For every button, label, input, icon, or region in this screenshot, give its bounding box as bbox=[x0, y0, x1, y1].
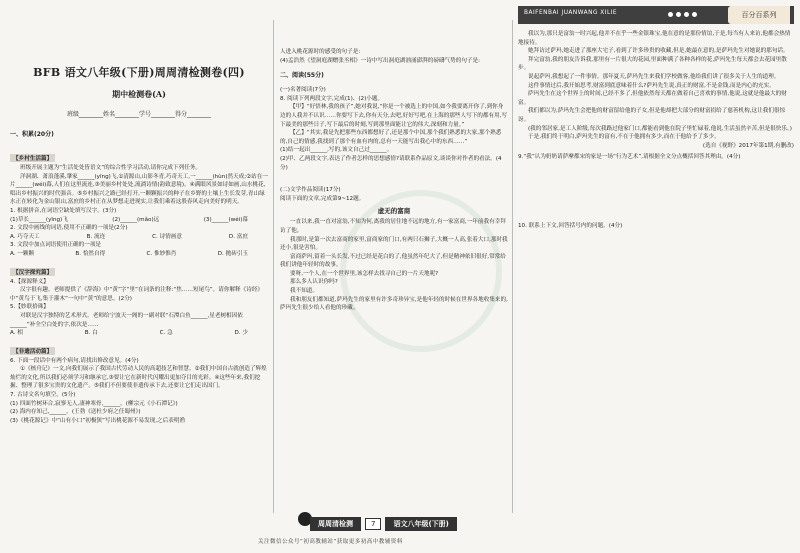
question-2: 2. 文段中画线的词语,使用不正确的一项是(2分) bbox=[10, 225, 128, 232]
question-3: 3. 文段中加点词语使用正确的一项是 bbox=[10, 242, 102, 249]
article-paragraph: 要呀,一个人,在一个世界里,该怎样去找寻自己的一片天地呢? bbox=[290, 270, 439, 277]
footer-label: 周周清检测 bbox=[310, 517, 361, 531]
option: A. 一颗颗 bbox=[10, 250, 35, 257]
article-paragraph: 我不知道。 bbox=[290, 288, 318, 295]
question-6-text: ①《核舟记》一文,向我们展示了我国古代劳动人民的高超技艺和智慧。②我们中国自古就创造了辉煌灿烂的文化,所以我们必须学习和继承它,③要让它在新时代闪耀出更加夺目的光彩。④这些年来,我们挖掘、整理了很多宝贵的文化遗产。⑤我们不但要使非遗传承下去,还要让它们走出国门。 bbox=[10, 366, 267, 390]
question-5-options bbox=[10, 329, 268, 338]
passage-text: 洋洞湖、萧浪蓬溪,肇家______(yīng)飞,①清源山,山影冬青,巧奇天工,一______(hùn)然天成;②站在一片______(wéi)幕,人们在这里流连,③美丽乡村处处,流淌诗情(韵致意境)。④满眼风景如诗如画,山水桃花,唱出乡村振兴的时代强音。⑤乡村振兴之路已经打开,一颗颗振兴的种子在乡野的土壤上生长发芽,青山绿水正在转化为金山银山,富庶的乡村正在从梦想走进现实,让我们乘着这股春风走向美好的明天。 bbox=[10, 173, 268, 206]
student-info-line: 班级________姓名________学号________得分________ bbox=[66, 111, 211, 118]
question-4: 4.【探源释义】 bbox=[10, 278, 49, 285]
article-paragraph: 一直以来,我一直对富翁,不知为何,离我的居住地不远的地方,有一家富商,一年前我有幸拜访了他。 bbox=[280, 219, 506, 234]
option: A. 巧夺天工 bbox=[10, 233, 40, 240]
question-3-options bbox=[10, 250, 268, 259]
option: D. 抛砖引玉 bbox=[217, 250, 248, 257]
question-6: 6. 下面一段话中有两个病句,请找出修改意见。(4分) bbox=[10, 357, 139, 364]
article-title: 虚无的富商 bbox=[377, 207, 411, 216]
option: B. 恰然自得 bbox=[75, 250, 106, 257]
question-7-item: (2) 海内存知己,______。(王勃《送杜少府之任蜀州》) bbox=[10, 409, 141, 416]
option: A. 相 bbox=[10, 330, 23, 337]
subsection-heading: (一)名著阅读(7分) bbox=[280, 87, 326, 94]
section-heading: 一、积累(20分) bbox=[10, 131, 54, 138]
section-tag: 【汉字探究篇】 bbox=[10, 268, 55, 276]
question-5-text: 对联是汉字独特的艺术形式。老师给宁波天一阁的一副对联“石潭白鱼______,星老树相因依______”补全空白处的字,依次是…… bbox=[10, 312, 243, 328]
question-9: 9.“我”认为奶奶请萨摩都宋的家是一场“行为艺术”,请根据全文分点概括回答其理由。(4分) bbox=[518, 154, 741, 161]
option: C. 惟妙惟肖 bbox=[146, 250, 177, 257]
option: D. 富庶 bbox=[228, 233, 248, 240]
option: (2)______(mǎo)远 bbox=[112, 216, 160, 223]
option: C. 诗情画意 bbox=[152, 233, 182, 240]
column-right bbox=[518, 0, 794, 553]
page-footer bbox=[310, 517, 457, 531]
article-paragraph: 这件事情过后,我开始思考,财富到底意味着什么?萨玛先生说,真正的财富,不是金钱,而是内心的充实。 bbox=[528, 82, 775, 89]
option: C. 急 bbox=[159, 330, 173, 337]
article-paragraph: 我那时,是第一次去富商的家里,富商家的门口,有两只石狮子,大概一人高,张着大口,那时我还小,很是害怕。 bbox=[280, 236, 508, 252]
option: D. 少 bbox=[234, 330, 248, 337]
option: B. 流连 bbox=[86, 233, 106, 240]
article-paragraph: 我以为,那只是富翁一时兴起,他并不在乎一些金银珠宝,他在意的是那份情谊,于是,每当有人来访,他都会热情地接待。 bbox=[518, 31, 791, 46]
brand-english: BAIFENBAI JUANWANG XILIE bbox=[524, 10, 618, 16]
exam-subtitle: 期中检测卷(A) bbox=[112, 89, 166, 99]
section-tag: 【非遗活动篇】 bbox=[10, 347, 55, 355]
question-10: 10. 联系上下文,回答括号内的问题。(4分) bbox=[518, 222, 623, 229]
page-number: 7 bbox=[365, 518, 381, 530]
exam-title: BFB 语文八年级(下册)周周清检测卷(四) bbox=[33, 66, 245, 79]
article-paragraph: 她拜访过萨玛,她走进了那座大宅子,看到了许多珍贵的收藏,但是,她最在意的,是萨玛先生对她说的那句话。 bbox=[528, 48, 789, 55]
article-paragraph: 萨玛先生在这个世界上的时间,已经不多了,但他依然每天都在做着自己喜欢的事情,他说,这就是他最大的财富。 bbox=[518, 91, 787, 106]
question-2-options bbox=[10, 233, 268, 242]
question-8-1: (1)结一起出______,写的,该文自己过______。 bbox=[280, 147, 393, 154]
column-left bbox=[10, 0, 268, 553]
question-7-item: (3)《桃花源记》中“山有小口”初极狭”写出桃花源不易发现,之后表明渔 bbox=[10, 417, 186, 424]
column-middle bbox=[280, 0, 508, 553]
question-8: 8. 阅读下列两段文字,完成(1)、(2)小题。 bbox=[280, 95, 384, 102]
article-paragraph: 我们都以为,萨玛先生会把他的财富留给他的子女,但是他却把大部分的财富捐给了慈善机构,这让我们很惊讶。 bbox=[518, 108, 786, 123]
footer-note: 关注微信公众号“初高教辅站”获取更多初高中教辅资料 bbox=[258, 539, 403, 545]
article-paragraph: 那么多人认识你吗? bbox=[290, 279, 338, 286]
passage-b: 【乙】“其实,我是先把那些东西都想好了,还是那个中国,那个我们熟悉的大家,那个熟悉的,自己的情感,我找到了那个有血有肉的,总有一天能写出我心中的东西……” bbox=[280, 130, 502, 145]
column-divider bbox=[273, 20, 274, 513]
article-paragraph: 拜完富翁,我的朋友告诉我,那里有一片很大的花园,里面种满了各种各样的花,萨玛先生每天都会去花园里散步。 bbox=[518, 56, 787, 72]
answer-space bbox=[518, 162, 794, 222]
intro-text: 班级开展主题为“生活处处皆语文”的综合性学习活动,请你完成下列任务。 bbox=[20, 165, 201, 171]
subsection-heading: (二)文学作品阅读(17分) bbox=[280, 187, 341, 194]
footer-grade: 语文八年级(下册) bbox=[385, 517, 456, 531]
article-source: (选自《视野》2017年第1期,有删改) bbox=[702, 142, 794, 149]
section-tag: 【乡村生活篇】 bbox=[10, 154, 55, 162]
article-paragraph: 富商萨玛,留着一头长发,不过已经是花白的了,他虽然年纪大了,但是精神依旧很好,常常给我们讲他年轻时的故事。 bbox=[280, 253, 506, 269]
option: (3)______(wéi)幕 bbox=[203, 216, 248, 223]
poem-question: (4)孟浩然《望洞庭湖赠张丞相》一诗中写出洞庭湖汹涌澎湃的磅礴气势的句子是: bbox=[280, 57, 480, 64]
article-paragraph: 我和朋友们都知道,萨玛先生的家里有许多奇珍异宝,是他年轻的时候在世界各地收集来的,萨玛先生很少给人看他的珍藏。 bbox=[280, 296, 508, 312]
question-5: 5.【妙联拾珠】 bbox=[10, 304, 49, 311]
question-7-item: (1) 四面竹树环合,寂寥无人,凄神寒骨,______。(柳宗元《小石潭记》) bbox=[10, 400, 178, 407]
option: B. 白 bbox=[84, 330, 98, 337]
series-badge: 百分百系列 bbox=[728, 6, 790, 24]
article-paragraph: (我的邻居家,是工人阶级,每次我路过他家门口,都能看到他在院子里忙碌着,他说,生活虽然辛苦,但是很快乐。) bbox=[528, 125, 792, 132]
question-4-text: 汉字很有趣。老师提供了《辞海》中“黄”字“里”在词条的注释:“焦……短尾鸟”。请你解释《诗经》中“黄鸟于飞,集于灌木”一句中“黄”的意思。(2分) bbox=[10, 287, 264, 302]
question-1: 1. 根据拼音,在词语空缺处填写汉字。(3分) bbox=[10, 207, 117, 214]
option: (1)草长______(yīng)飞 bbox=[10, 216, 68, 223]
column-divider bbox=[512, 20, 513, 513]
reading-tip: 阅读下面的文章,完成第9~12题。 bbox=[280, 195, 365, 202]
question-8-2: (2)甲、乙两段文字,表达了作者怎样的思想感情?请联系作品原文,谈谈你对作者的看法。(4分) bbox=[280, 155, 502, 171]
question-7: 7. 古诗文名句填空。(5分) bbox=[10, 392, 76, 399]
poem-line: 人进入桃花源时的感受的句子是: bbox=[280, 49, 361, 55]
section-heading: 二、阅读(55分) bbox=[280, 72, 324, 80]
article-paragraph: 于是,我们终于明白,萨玛先生的富有,不在于他拥有多少,而在于他给予了多少。 bbox=[528, 134, 720, 141]
question-1-options bbox=[10, 216, 268, 225]
passage-a: 【甲】“好悟林,我的孩子”,她对我说,“你是一个被选上的中国,如今我要离开你了,到你身边的人我并不认识……你要写下去,你有天分,去吧,好好写吧,在上海的那些人写下的都有用,写下最美的那些日子,写下最后的时刻,写到那里面能让它的伟大,深刻和力量。” bbox=[280, 104, 508, 128]
article-paragraph: 说起萨玛,我想起了一件事情。那年夏天,萨玛先生来我们学校做客,他给我们讲了很多关于人生的道理。 bbox=[528, 73, 780, 80]
